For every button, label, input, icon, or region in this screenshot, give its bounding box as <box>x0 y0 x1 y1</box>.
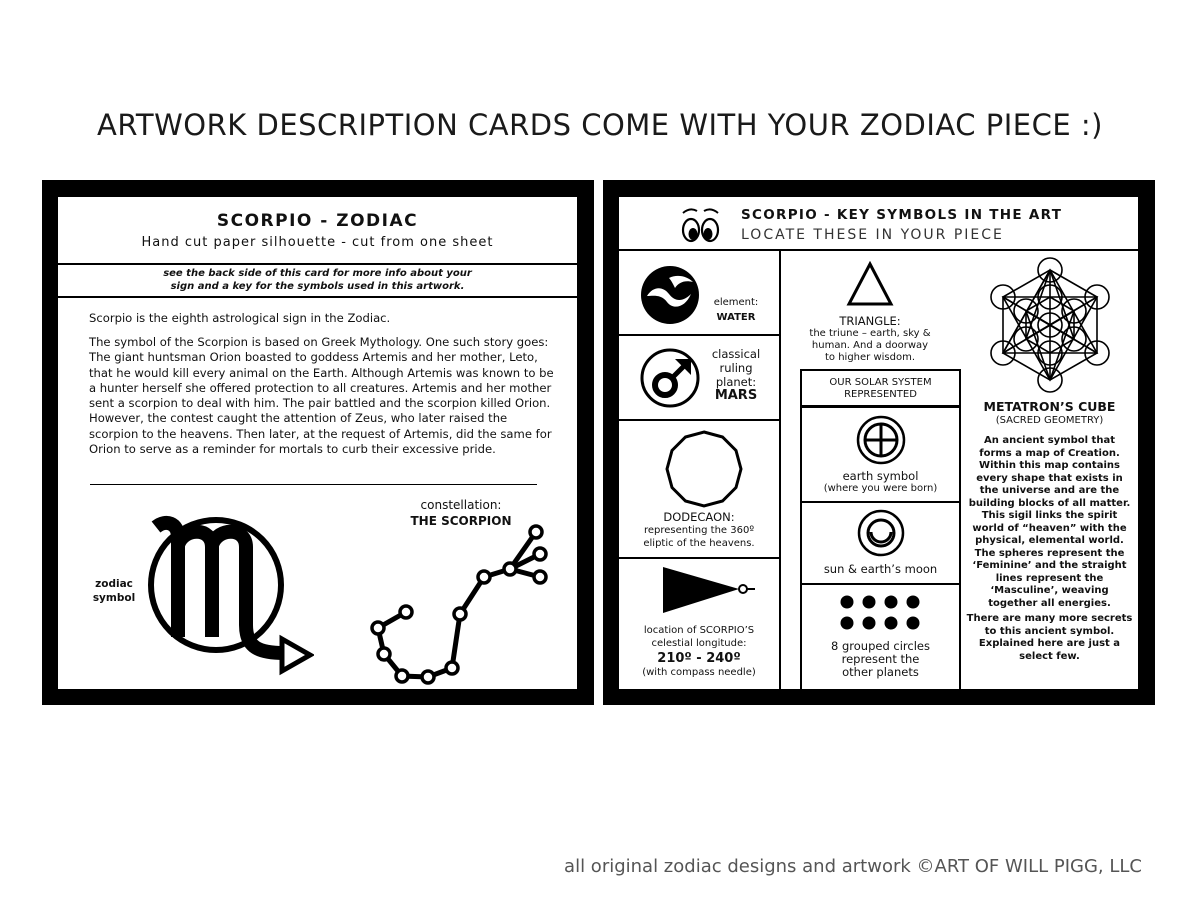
key-symbols-card <box>603 180 1155 705</box>
scorpio-zodiac-card <box>42 180 594 705</box>
cube-text-line: An ancient symbol that <box>984 435 1115 446</box>
copyright-footer: all original zodiac designs and artwork ©ART OF WILL PIGG, LLC <box>564 856 1142 877</box>
left-card-title: SCORPIO - ZODIAC <box>216 211 419 231</box>
dodecagon-line1: representing the 360º <box>643 525 755 536</box>
solar-line1: OUR SOLAR SYSTEM <box>829 377 932 388</box>
triangle-title: TRIANGLE: <box>839 314 901 328</box>
divider <box>800 501 961 503</box>
triangle-line3: to higher wisdom. <box>824 352 915 363</box>
section-divider <box>90 484 537 485</box>
location-value: 210º - 240º <box>657 651 741 666</box>
divider <box>800 369 961 371</box>
back-note-line2: sign and a key for the symbols used in this artwork. <box>170 281 465 292</box>
planet-label <box>705 347 767 403</box>
divider <box>619 557 779 559</box>
cube-text-line: ‘Feminine’ and the straight <box>972 560 1127 571</box>
cube-text-line: forms a map of Creation. <box>979 447 1120 459</box>
compass-needle-icon <box>659 565 759 615</box>
earth-symbol-icon <box>855 414 907 466</box>
zodiac-label-line1: zodiac <box>95 578 133 590</box>
zodiac-label-line2: symbol <box>92 592 136 604</box>
earth-label-line2: (where you were born) <box>823 483 938 494</box>
dodecagon-line2: eliptic of the heavens. <box>643 538 755 549</box>
cube-text-line: Explained here are just a <box>978 638 1121 649</box>
cube-text-line: lines represent the <box>995 572 1104 584</box>
constellation-name: THE SCORPION <box>410 514 512 528</box>
triangle-icon <box>846 261 894 307</box>
location-line2: celestial longitude: <box>651 638 747 649</box>
cube-text-line: The spheres represent the <box>974 547 1125 559</box>
divider <box>619 249 1138 251</box>
sun-moon-icon <box>856 508 906 558</box>
divider <box>58 263 577 265</box>
cube-text-line: select few. <box>1019 650 1080 662</box>
cube-subtitle: (SACRED GEOMETRY) <box>995 415 1104 426</box>
cube-more-secrets <box>961 613 1138 663</box>
divider <box>619 419 779 421</box>
planets-label-line3: other planets <box>842 665 919 679</box>
cube-text-line: ‘Masculine’, weaving <box>990 585 1109 596</box>
dodecagon-title: DODECAON: <box>663 510 735 524</box>
grouped-planets-icon <box>839 593 923 633</box>
triangle-line1: the triune – earth, sky & <box>809 328 931 339</box>
cube-text-line: Within this map contains <box>979 460 1120 471</box>
planets-label-line1: 8 grouped circles <box>831 639 930 653</box>
location-line3: (with compass needle) <box>642 667 756 678</box>
cube-text-line: This sigil links the spirit <box>981 510 1118 521</box>
page-heading: ARTWORK DESCRIPTION CARDS COME WITH YOUR ZODIAC PIECE :) <box>97 108 1103 142</box>
element-label: element: <box>713 297 759 308</box>
element-value: WATER <box>716 312 756 323</box>
planets-label <box>802 640 959 679</box>
metatrons-cube-icon <box>985 255 1115 395</box>
mythology-paragraph: The symbol of the Scorpion is based on Greek Mythology. One such story goes: The giant huntsman Orion boasted to goddess Artemis and her mother, Leto, that he would kill every animal on the Earth. Although Artemis was known to be a hunter herself she offered protection to all creatures. Artemis and her mother sent a scorpion to deal with him. The pair battled and the scorpion killed Orion. However, the contest caught the attention of Zeus, who later raised the scorpion to the heavens. Then later, at the request of Artemis, did the same for Orion to serve as a reminder for mortals to curb their excessive pride. <box>89 335 554 457</box>
right-card-title: SCORPIO - KEY SYMBOLS IN THE ART <box>741 207 1063 223</box>
constellation-caption: constellation: <box>420 498 502 512</box>
cube-text-line: the universe and are the <box>979 485 1120 496</box>
cube-text-line: building blocks of all matter. <box>968 497 1131 509</box>
planets-label-line2: represent the <box>841 652 920 666</box>
dodecagon-icon <box>664 429 744 509</box>
divider <box>619 334 779 336</box>
location-line1: location of SCORPIO’S <box>643 625 755 636</box>
cube-text-line: There are many more secrets <box>966 613 1133 624</box>
planet-label-line1: classical <box>711 347 761 361</box>
cube-title: METATRON’S CUBE <box>983 399 1116 414</box>
right-card-subtitle: LOCATE THESE IN YOUR PIECE <box>741 227 1004 243</box>
cube-text-line: together all energies. <box>988 597 1111 609</box>
scorpio-glyph-icon <box>134 497 314 677</box>
left-card-subtitle: Hand cut paper silhouette - cut from one sheet <box>141 235 494 250</box>
right-card-inner <box>619 197 1138 689</box>
divider <box>58 296 577 298</box>
scorpion-constellation-icon <box>358 522 558 692</box>
sun-moon-label: sun & earth’s moon <box>823 562 938 576</box>
divider <box>800 583 961 585</box>
mars-planet-icon <box>639 347 701 409</box>
cube-text-line: to this ancient symbol. <box>984 625 1115 637</box>
earth-label-line1: earth symbol <box>842 469 919 483</box>
planet-label-line2: ruling <box>719 361 753 375</box>
cube-text-line: every shape that exists in <box>976 472 1123 484</box>
planet-label-line3: planet: <box>715 375 757 389</box>
cube-text-line: world of “heaven” with the <box>972 522 1127 534</box>
left-card-inner <box>58 197 577 689</box>
back-note-line1: see the back side of this card for more info about your <box>163 268 472 279</box>
solar-line2: REPRESENTED <box>844 389 917 400</box>
eyes-icon <box>681 205 721 245</box>
cube-description <box>961 435 1138 610</box>
triangle-line2: human. And a doorway <box>811 340 929 351</box>
divider <box>800 405 961 408</box>
cube-text-line: physical, elemental world. <box>975 535 1124 546</box>
intro-paragraph: Scorpio is the eighth astrological sign in the Zodiac. <box>89 311 391 325</box>
planet-value: MARS <box>714 388 758 403</box>
water-element-icon <box>639 264 701 326</box>
